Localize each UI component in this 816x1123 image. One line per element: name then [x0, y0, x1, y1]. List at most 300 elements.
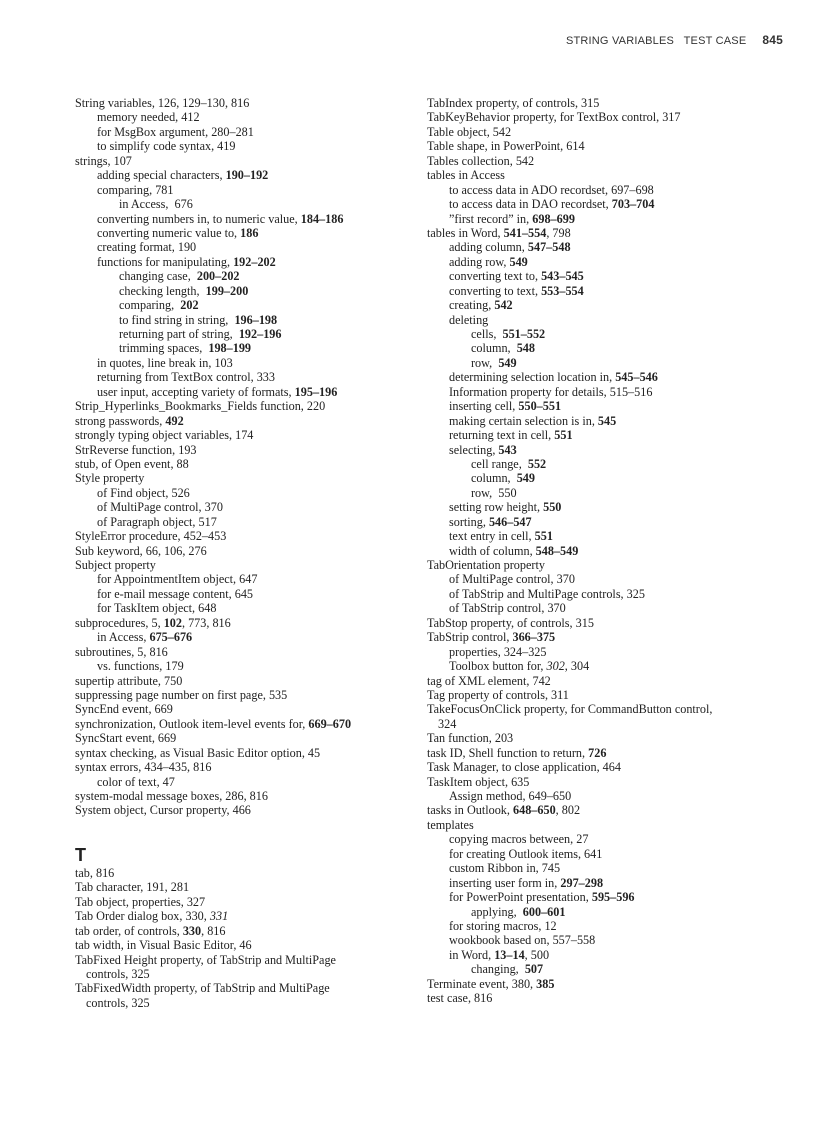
page-ref-bold: 553–554 — [541, 283, 584, 298]
index-subentry — [75, 212, 415, 226]
index-entry — [75, 909, 415, 923]
entry-text: for TaskItem object, 648 — [97, 601, 217, 616]
entry-text: adding column, — [449, 240, 528, 255]
index-entry — [427, 139, 787, 153]
index-entry — [75, 953, 415, 967]
page-ref-bold: 549 — [509, 254, 528, 269]
index-entry — [427, 616, 787, 630]
entry-text: user input, accepting variety of formats, — [97, 384, 295, 399]
entry-text: comparing, — [119, 298, 181, 313]
index-subentry — [75, 298, 415, 312]
index-entry — [75, 529, 415, 543]
index-subentry — [427, 269, 787, 283]
entry-text: test case, 816 — [427, 991, 493, 1006]
index-entry — [75, 443, 415, 457]
page-ref-bold: 507 — [524, 962, 544, 977]
entry-text: Subject property — [75, 558, 156, 572]
entry-text: syntax checking, as Visual Basic Editor option, 45 — [75, 745, 321, 760]
index-entry — [75, 544, 415, 558]
index-entry — [427, 96, 787, 110]
index-entry — [75, 674, 415, 688]
entry-text: applying, — [471, 904, 523, 919]
entry-text: , 802 — [555, 803, 581, 818]
entry-text: tab, 816 — [75, 865, 115, 880]
index-subentry — [75, 284, 415, 298]
entry-text: , 304 — [564, 659, 590, 674]
entry-text: TabStrip control, — [427, 630, 513, 645]
entry-text: copying macros between, 27 — [449, 832, 589, 847]
entry-text: to access data in ADO recordset, 697–698 — [449, 182, 654, 197]
page-ref-bold: 543–545 — [541, 269, 584, 284]
index-subentry — [427, 905, 787, 919]
entry-text: row, 550 — [471, 485, 517, 500]
index-subentry — [427, 500, 787, 514]
index-subentry — [427, 486, 787, 500]
entry-text: of TabStrip control, 370 — [449, 601, 566, 616]
index-subentry — [75, 486, 415, 500]
entry-text: suppressing page number on first page, 535 — [75, 687, 288, 702]
index-entry — [427, 110, 787, 124]
entry-text: Table object, 542 — [427, 124, 512, 139]
page-ref-bold: 184–186 — [300, 211, 344, 226]
index-subentry — [75, 197, 415, 211]
entry-text: tab width, in Visual Basic Editor, 46 — [75, 938, 252, 953]
index-subentry — [427, 919, 787, 933]
page-ref-bold: 550 — [543, 500, 562, 515]
index-entry — [427, 746, 787, 760]
entry-text: adding special characters, — [97, 168, 226, 183]
entry-text: for MsgBox argument, 280–281 — [97, 124, 254, 139]
page-ref-bold: 13–14 — [494, 947, 525, 962]
entry-text: syntax errors, 434–435, 816 — [75, 760, 212, 775]
page-ref-bold: 595–596 — [591, 890, 635, 905]
index-subentry — [75, 327, 415, 341]
entry-text: strong passwords, — [75, 413, 166, 428]
entry-text: adding row, — [449, 254, 510, 269]
page-ref-bold: 366–375 — [512, 630, 556, 645]
index-entry — [75, 558, 415, 572]
index-subentry — [427, 327, 787, 341]
entry-text: selecting, — [449, 442, 499, 457]
page-ref-bold: 297–298 — [560, 875, 604, 890]
entry-text: of Paragraph object, 517 — [97, 514, 217, 529]
entry-text: in Access, — [97, 630, 150, 645]
index-subentry — [427, 515, 787, 529]
index-entry — [427, 674, 787, 688]
page-number: 845 — [762, 33, 783, 47]
index-entry — [75, 895, 415, 909]
entry-text: supertip attribute, 750 — [75, 673, 183, 688]
index-subentry — [427, 645, 787, 659]
index-subentry — [427, 183, 787, 197]
entry-text: in Access, 676 — [119, 197, 193, 212]
index-subentry — [427, 428, 787, 442]
index-subentry — [75, 168, 415, 182]
entry-text: 324 — [438, 716, 457, 731]
entry-text: TaskItem object, 635 — [427, 774, 530, 789]
page-ref-bold: 600–601 — [522, 904, 566, 919]
page-ref-bold: 543 — [498, 442, 517, 457]
entry-text: of Find object, 526 — [97, 485, 190, 500]
index-subentry — [75, 587, 415, 601]
entry-text: column, — [471, 341, 517, 356]
page-ref-bold: 541–554 — [503, 225, 547, 240]
entry-text: Toolbox button for, — [449, 659, 547, 674]
page-ref-bold: 542 — [494, 298, 513, 313]
page-ref-bold: 548–549 — [535, 543, 579, 558]
index-subentry — [427, 341, 787, 355]
entry-text: Task Manager, to close application, 464 — [427, 760, 621, 775]
index-entry — [75, 154, 415, 168]
index-subentry — [427, 962, 787, 976]
index-entry — [75, 616, 415, 630]
entry-text: Information property for details, 515–516 — [449, 384, 653, 399]
entry-text: Tag property of controls, 311 — [427, 687, 569, 702]
index-entry — [427, 702, 787, 716]
page-ref-bold: 726 — [588, 745, 607, 760]
index-subentry — [427, 356, 787, 370]
page-ref-bold: 190–192 — [225, 168, 269, 183]
page-ref-italic: 302 — [546, 659, 565, 674]
entry-text: in Word, — [449, 947, 495, 962]
index-subentry — [427, 385, 787, 399]
index-entry — [75, 803, 415, 817]
index-subentry — [75, 125, 415, 139]
entry-text: tables in Access — [427, 168, 505, 183]
index-entry — [75, 688, 415, 702]
index-subentry — [427, 544, 787, 558]
entry-text: System object, Cursor property, 466 — [75, 803, 251, 818]
index-subentry — [427, 861, 787, 875]
entry-text: SyncStart event, 669 — [75, 731, 177, 746]
entry-text: trimming spaces, — [119, 341, 209, 356]
page-ref-bold: 186 — [240, 225, 259, 240]
index-entry-continuation — [427, 717, 787, 731]
entry-text: converting numeric value to, — [97, 225, 241, 240]
entry-text: checking length, — [119, 283, 206, 298]
index-subentry — [427, 414, 787, 428]
entry-text: TabFixed Height property, of TabStrip and MultiPage — [75, 952, 336, 967]
index-entry — [427, 125, 787, 139]
entry-text: tag of XML element, 742 — [427, 673, 551, 688]
entry-text: task ID, Shell function to return, — [427, 745, 589, 760]
index-entry-continuation — [75, 967, 415, 981]
index-entry — [75, 789, 415, 803]
entry-text: returning from TextBox control, 333 — [97, 370, 275, 385]
entry-text: TabOrientation property — [427, 558, 545, 572]
index-subentry — [427, 948, 787, 962]
entry-text: converting to text, — [449, 283, 542, 298]
entry-text: , 798 — [546, 225, 571, 240]
page-ref-bold: 545–546 — [615, 370, 658, 385]
entry-text: , 500 — [524, 947, 550, 962]
index-subentry — [75, 139, 415, 153]
entry-text: converting numbers in, to numeric value, — [97, 211, 301, 226]
index-subentry — [75, 659, 415, 673]
entry-text: custom Ribbon in, 745 — [449, 861, 561, 876]
index-subentry — [427, 197, 787, 211]
entry-text: tables in Word, — [427, 225, 504, 240]
index-subentry — [75, 500, 415, 514]
entry-text: TabFixedWidth property, of TabStrip and MultiPage — [75, 981, 330, 996]
entry-text: SyncEnd event, 669 — [75, 702, 173, 717]
page-ref-bold: 703–704 — [611, 197, 655, 212]
index-column-left — [75, 96, 415, 1010]
entry-text: returning part of string, — [119, 327, 239, 341]
index-subentry — [75, 601, 415, 615]
index-entry — [75, 981, 415, 995]
entry-text: of MultiPage control, 370 — [449, 572, 575, 587]
index-entry — [75, 880, 415, 894]
index-subentry — [427, 284, 787, 298]
index-entry — [427, 818, 787, 832]
entry-text: Assign method, 649–650 — [449, 789, 572, 803]
entry-text: deleting — [449, 312, 489, 327]
entry-text: inserting user form in, — [449, 875, 561, 890]
page-ref-bold: 198–199 — [208, 341, 252, 356]
page-ref-bold: 199–200 — [205, 283, 249, 298]
index-entry — [427, 760, 787, 774]
index-entry — [75, 717, 415, 731]
entry-text: for creating Outlook items, 641 — [449, 846, 603, 861]
page-ref-bold: 545 — [597, 413, 617, 428]
index-entry — [427, 226, 787, 240]
index-subentry — [427, 933, 787, 947]
entry-text: controls, 325 — [86, 966, 150, 981]
index-subentry — [427, 789, 787, 803]
page-ref-bold: 551 — [554, 428, 573, 443]
entry-text: TabKeyBehavior property, for TextBox control, 317 — [427, 110, 681, 125]
index-subentry — [427, 443, 787, 457]
page-ref-bold: 548 — [516, 341, 535, 356]
index-subentry — [75, 255, 415, 269]
entry-text: for storing macros, 12 — [449, 918, 557, 933]
index-subentry — [75, 385, 415, 399]
index-entry — [427, 775, 787, 789]
index-entry — [75, 760, 415, 774]
entry-text: width of column, — [449, 543, 536, 558]
entry-text: text entry in cell, — [449, 529, 535, 544]
entry-text: setting row height, — [449, 500, 544, 515]
index-entry — [427, 977, 787, 991]
page-ref-bold: 385 — [536, 976, 555, 991]
entry-text: in quotes, line break in, 103 — [97, 355, 233, 370]
index-entry — [427, 154, 787, 168]
page-ref-bold: 648–650 — [513, 803, 556, 818]
entry-text: strings, 107 — [75, 153, 132, 168]
index-subentry — [75, 370, 415, 384]
entry-text: synchronization, Outlook item-level events for, — [75, 716, 309, 731]
index-subentry — [427, 587, 787, 601]
entry-text: properties, 324–325 — [449, 644, 547, 659]
entry-text: inserting cell, — [449, 399, 519, 414]
entry-text: Sub keyword, 66, 106, 276 — [75, 543, 207, 558]
index-entry — [427, 731, 787, 745]
entry-text: Style property — [75, 471, 145, 486]
entry-text: StrReverse function, 193 — [75, 442, 197, 457]
index-subentry — [427, 659, 787, 673]
entry-text: TabStop property, of controls, 315 — [427, 615, 594, 630]
entry-text: controls, 325 — [86, 995, 150, 1010]
entry-text: returning text in cell, — [449, 428, 555, 443]
entry-text: Strip_Hyperlinks_Bookmarks_Fields function, 220 — [75, 399, 326, 414]
index-subentry — [75, 341, 415, 355]
page-ref-italic: 331 — [209, 909, 229, 924]
entry-text: subprocedures, 5, — [75, 615, 164, 630]
index-column-right — [427, 96, 787, 1006]
entry-text: wookbook based on, 557–558 — [449, 933, 596, 948]
entry-text: creating, — [449, 298, 495, 313]
page-ref-bold: 551 — [534, 529, 553, 544]
index-entry — [427, 991, 787, 1005]
index-subentry — [427, 255, 787, 269]
index-subentry — [75, 110, 415, 124]
page-ref-bold: 202 — [180, 298, 199, 313]
page-ref-bold: 698–699 — [532, 211, 575, 226]
index-entry — [75, 938, 415, 952]
page-ref-bold: 200–202 — [196, 269, 240, 284]
index-subentry — [427, 832, 787, 846]
entry-text: row, — [471, 355, 499, 370]
entry-text: color of text, 47 — [97, 774, 175, 789]
entry-text: determining selection location in, — [449, 370, 616, 385]
index-subentry — [427, 370, 787, 384]
index-entry — [75, 866, 415, 880]
index-subentry — [427, 313, 787, 327]
page-ref-bold: 549 — [498, 355, 517, 370]
page-ref-bold: 330 — [182, 923, 202, 938]
entry-text: String variables, 126, 129–130, 816 — [75, 96, 250, 110]
entry-text: Terminate event, 380, — [427, 976, 537, 991]
entry-text: Tab character, 191, 281 — [75, 880, 190, 895]
index-entry — [75, 924, 415, 938]
index-subentry — [75, 775, 415, 789]
entry-text: system-modal message boxes, 286, 816 — [75, 789, 268, 803]
index-subentry — [75, 356, 415, 370]
index-entry — [75, 414, 415, 428]
index-subentry — [75, 630, 415, 644]
entry-text: for PowerPoint presentation, — [449, 890, 592, 905]
entry-text: Tab Order dialog box, 330, — [75, 909, 210, 924]
index-subentry — [427, 876, 787, 890]
page-ref-bold: 669–670 — [308, 716, 352, 731]
index-subentry — [75, 269, 415, 283]
entry-text: for e-mail message content, 645 — [97, 586, 254, 601]
index-subentry — [427, 890, 787, 904]
entry-text: to access data in DAO recordset, — [449, 197, 612, 212]
page-ref-bold: 675–676 — [149, 630, 193, 645]
index-subentry — [75, 226, 415, 240]
index-entry-continuation — [75, 996, 415, 1010]
entry-text: changing, — [471, 962, 525, 977]
entry-text: converting text to, — [449, 269, 542, 284]
entry-text: stub, of Open event, 88 — [75, 456, 189, 471]
entry-text: Tab object, properties, 327 — [75, 894, 206, 909]
index-subentry — [427, 399, 787, 413]
entry-text: strongly typing object variables, 174 — [75, 428, 254, 443]
index-entry — [75, 399, 415, 413]
entry-text: sorting, — [449, 514, 489, 529]
index-subentry — [75, 240, 415, 254]
entry-text: StyleError procedure, 452–453 — [75, 529, 227, 544]
index-subentry — [75, 313, 415, 327]
index-entry — [427, 558, 787, 572]
index-entry — [75, 457, 415, 471]
index-entry — [75, 731, 415, 745]
section-title: STRING VARIABLES TEST CASE — [565, 35, 747, 47]
entry-text: , 773, 816 — [181, 615, 231, 630]
entry-text: Table shape, in PowerPoint, 614 — [427, 139, 585, 154]
entry-text: subroutines, 5, 816 — [75, 644, 168, 659]
entry-text: memory needed, 412 — [97, 110, 200, 125]
entry-text: TakeFocusOnClick property, for CommandButton control, — [427, 702, 713, 717]
index-subentry — [427, 212, 787, 226]
index-subentry — [427, 601, 787, 615]
entry-text: tasks in Outlook, — [427, 803, 513, 818]
page-ref-bold: 196–198 — [234, 312, 278, 327]
index-entry — [427, 688, 787, 702]
page-ref-bold: 550–551 — [518, 399, 562, 414]
entry-text: changing case, — [119, 269, 197, 284]
entry-text: comparing, 781 — [97, 182, 174, 197]
index-subentry — [427, 457, 787, 471]
entry-text: for AppointmentItem object, 647 — [97, 572, 258, 587]
index-subentry — [427, 572, 787, 586]
index-subentry — [75, 183, 415, 197]
entry-text: creating format, 190 — [97, 240, 197, 255]
entry-text: , 816 — [201, 923, 226, 938]
entry-text: cells, — [471, 327, 503, 341]
entry-text: column, — [471, 471, 517, 486]
index-entry — [75, 428, 415, 442]
entry-text: making certain selection is in, — [449, 413, 598, 428]
index-entry — [75, 746, 415, 760]
index-subentry — [75, 515, 415, 529]
index-entry — [427, 168, 787, 182]
page-ref-bold: 552 — [527, 456, 547, 471]
entry-text: of MultiPage control, 370 — [97, 500, 223, 515]
entry-text: to simplify code syntax, 419 — [97, 139, 236, 154]
index-subentry — [427, 847, 787, 861]
page-ref-bold: 195–196 — [294, 384, 338, 399]
page-ref-bold: 192–196 — [238, 327, 282, 341]
entry-text: of TabStrip and MultiPage controls, 325 — [449, 586, 645, 601]
page-ref-bold: 192–202 — [233, 254, 276, 269]
index-entry — [75, 645, 415, 659]
entry-text: ”first record” in, — [449, 211, 533, 226]
entry-text: templates — [427, 817, 474, 832]
letter-heading: T — [75, 844, 86, 865]
index-subentry — [75, 572, 415, 586]
index-entry — [427, 803, 787, 817]
page-ref-bold: 549 — [516, 471, 535, 486]
running-head — [566, 33, 783, 47]
entry-text: vs. functions, 179 — [97, 659, 184, 674]
entry-text: tab order, of controls, — [75, 923, 183, 938]
page-ref-bold: 546–547 — [488, 514, 532, 529]
page-ref-bold: 551–552 — [502, 327, 546, 341]
entry-text: Tan function, 203 — [427, 731, 514, 746]
page-ref-bold: 102 — [163, 615, 182, 630]
index-entry — [427, 630, 787, 644]
index-entry — [75, 471, 415, 485]
page-ref-bold: 547–548 — [527, 240, 571, 255]
entry-text: functions for manipulating, — [97, 254, 234, 269]
index-entry — [75, 702, 415, 716]
index-subentry — [427, 298, 787, 312]
page-ref-bold: 492 — [165, 413, 184, 428]
index-entry — [75, 96, 415, 110]
